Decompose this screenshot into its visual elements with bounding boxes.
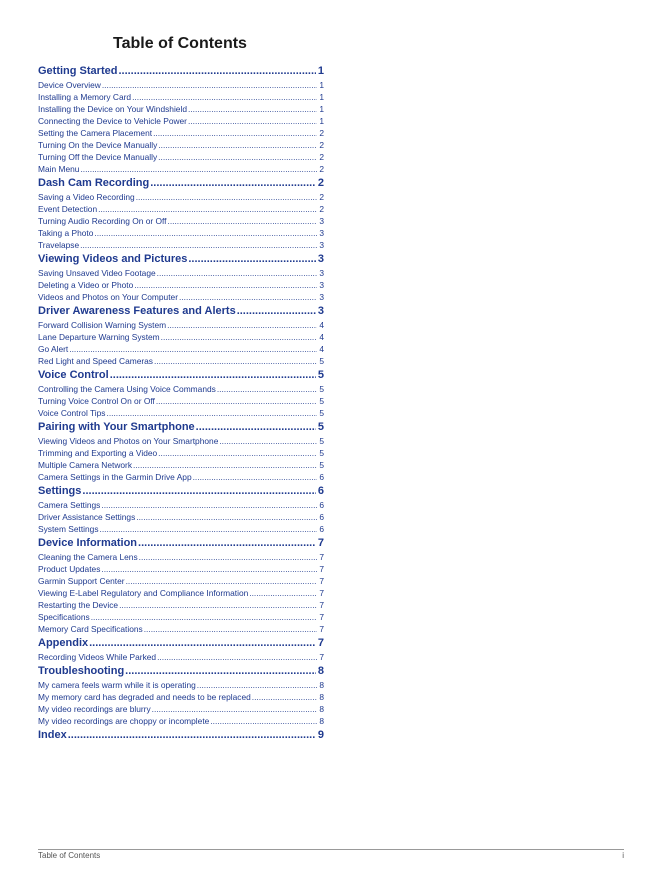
toc-section-page: 7	[317, 637, 324, 649]
toc-section-link[interactable]	[38, 367, 324, 383]
toc-leader-dots	[118, 63, 315, 79]
toc-entry-link[interactable]	[38, 499, 324, 511]
toc-leader-dots	[158, 447, 317, 459]
toc-entry-label: Setting the Camera Placement	[38, 128, 153, 138]
toc-entry-link[interactable]	[38, 407, 324, 419]
toc-leader-dots	[68, 727, 316, 743]
toc-entry-link[interactable]	[38, 383, 324, 395]
toc-leader-dots	[150, 175, 316, 191]
toc-entry-link[interactable]	[38, 163, 324, 175]
toc-section-link[interactable]	[38, 63, 324, 79]
toc-entry-link[interactable]	[38, 91, 324, 103]
toc-entry-label: Saving a Video Recording	[38, 192, 135, 202]
toc-entry-label: Device Overview	[38, 80, 101, 90]
toc-entry-label: Turning Off the Device Manually	[38, 152, 158, 162]
toc-entry-label: My camera feels warm while it is operating	[38, 680, 196, 690]
toc-section-group	[38, 419, 324, 483]
toc-leader-dots	[217, 383, 318, 395]
toc-leader-dots	[153, 127, 317, 139]
toc-section-group	[38, 63, 324, 175]
toc-entry-label: My video recordings are blurry	[38, 704, 151, 714]
toc-entry-link[interactable]	[38, 139, 324, 151]
toc-entry-label: Taking a Photo	[38, 228, 94, 238]
toc-section-page: 2	[317, 177, 324, 189]
toc-entry-page: 5	[319, 436, 324, 446]
toc-entry-link[interactable]	[38, 715, 324, 727]
toc-entry-link[interactable]	[38, 691, 324, 703]
toc-section-link[interactable]	[38, 419, 324, 435]
toc-entry-link[interactable]	[38, 599, 324, 611]
toc-entry-link[interactable]	[38, 115, 324, 127]
toc-entry-label: Turning Audio Recording On or Off	[38, 216, 167, 226]
toc-entry-label: Voice Control Tips	[38, 408, 106, 418]
toc-leader-dots	[144, 623, 318, 635]
toc-entry-page: 2	[319, 152, 324, 162]
toc-entry-link[interactable]	[38, 319, 324, 331]
toc-entry-link[interactable]	[38, 623, 324, 635]
toc-entry-label: Travelapse	[38, 240, 80, 250]
toc-entry-link[interactable]	[38, 587, 324, 599]
page-title: Table of Contents	[113, 35, 247, 52]
toc-entry-page: 1	[319, 80, 324, 90]
toc-entry-label: Viewing Videos and Photos on Your Smartphone	[38, 436, 219, 446]
toc-leader-dots	[179, 291, 317, 303]
toc-section-page: 5	[317, 421, 324, 433]
toc-entry-page: 7	[319, 552, 324, 562]
toc-entry-link[interactable]	[38, 395, 324, 407]
toc-entry-label: Controlling the Camera Using Voice Commands	[38, 384, 216, 394]
toc-section-page: 3	[317, 253, 324, 265]
toc-entry-page: 6	[319, 524, 324, 534]
toc-leader-dots	[101, 499, 317, 511]
toc-leader-dots	[157, 651, 317, 663]
toc-entry-label: Go Alert	[38, 344, 69, 354]
toc-entry-link[interactable]	[38, 459, 324, 471]
toc-entry-label: Installing a Memory Card	[38, 92, 132, 102]
toc-entry-page: 2	[319, 128, 324, 138]
toc-entry-page: 2	[319, 192, 324, 202]
toc-entry-page: 1	[319, 92, 324, 102]
toc-entry-link[interactable]	[38, 215, 324, 227]
toc-entry-link[interactable]	[38, 523, 324, 535]
toc-entry-label: Connecting the Device to Vehicle Power	[38, 116, 187, 126]
toc-entry-label: Cleaning the Camera Lens	[38, 552, 138, 562]
toc-entry-page: 5	[319, 460, 324, 470]
toc-entry-link[interactable]	[38, 511, 324, 523]
toc-entry-link[interactable]	[38, 267, 324, 279]
toc-leader-dots	[210, 715, 317, 727]
toc-entry-link[interactable]	[38, 355, 324, 367]
toc-entry-page: 3	[319, 280, 324, 290]
toc-entry-label: Garmin Support Center	[38, 576, 125, 586]
toc-entry-label: Trimming and Exporting a Video	[38, 448, 158, 458]
toc-section-group	[38, 635, 324, 663]
toc-section-label: Getting Started	[38, 65, 118, 77]
toc-entry-page: 5	[319, 408, 324, 418]
toc-entry-label: Camera Settings	[38, 500, 101, 510]
toc-section-label: Appendix	[38, 637, 89, 649]
toc-entry-page: 2	[319, 164, 324, 174]
toc-entry-label: My memory card has degraded and needs to be replaced	[38, 692, 251, 702]
toc-leader-dots	[134, 279, 317, 291]
toc-entry-page: 2	[319, 140, 324, 150]
toc-entry-page: 3	[319, 216, 324, 226]
toc-entry-link[interactable]	[38, 79, 324, 91]
toc-leader-dots	[157, 267, 318, 279]
toc-entry-page: 6	[319, 472, 324, 482]
toc-entry-page: 1	[319, 116, 324, 126]
toc-entry-page: 8	[319, 680, 324, 690]
toc-leader-dots	[110, 367, 316, 383]
toc-entry-page: 6	[319, 512, 324, 522]
toc-leader-dots	[119, 599, 317, 611]
toc-section-label: Driver Awareness Features and Alerts	[38, 305, 236, 317]
toc-leader-dots	[94, 227, 317, 239]
toc-entry-link[interactable]	[38, 331, 324, 343]
toc-entry-label: Main Menu	[38, 164, 80, 174]
toc-entry-label: Driver Assistance Settings	[38, 512, 136, 522]
toc-section-link[interactable]	[38, 663, 324, 679]
toc-entry-link[interactable]	[38, 551, 324, 563]
toc-section-label: Settings	[38, 485, 82, 497]
toc-entry-label: Recording Videos While Parked	[38, 652, 157, 662]
toc-entry-label: Event Detection	[38, 204, 98, 214]
toc-section-link[interactable]	[38, 483, 324, 499]
toc-section-label: Voice Control	[38, 369, 109, 381]
toc-entry-page: 4	[319, 320, 324, 330]
toc-section-label: Index	[38, 729, 67, 741]
toc-leader-dots	[82, 483, 315, 499]
toc-entry-label: My video recordings are choppy or incomplete	[38, 716, 210, 726]
toc-entry-page: 1	[319, 104, 324, 114]
toc-section-group	[38, 663, 324, 727]
toc-section-page: 1	[317, 65, 324, 77]
toc-entry-link[interactable]	[38, 343, 324, 355]
toc-entry-label: System Settings	[38, 524, 99, 534]
toc-entry-link[interactable]	[38, 127, 324, 139]
toc-entry-page: 7	[319, 600, 324, 610]
toc-entry-label: Lane Departure Warning System	[38, 332, 160, 342]
toc-leader-dots	[196, 419, 316, 435]
toc-entry-page: 4	[319, 344, 324, 354]
toc-section-group	[38, 535, 324, 635]
toc-leader-dots	[91, 611, 318, 623]
toc-leader-dots	[80, 163, 317, 175]
toc-section-page: 8	[317, 665, 324, 677]
toc-section-link[interactable]	[38, 535, 324, 551]
toc-leader-dots	[249, 587, 317, 599]
toc-section-link[interactable]	[38, 303, 324, 319]
toc-entry-page: 7	[319, 612, 324, 622]
toc-leader-dots	[69, 343, 317, 355]
table-of-contents	[38, 63, 324, 743]
toc-entry-label: Installing the Device on Your Windshield	[38, 104, 187, 114]
toc-entry-page: 5	[319, 356, 324, 366]
toc-entry-link[interactable]	[38, 679, 324, 691]
toc-entry-link[interactable]	[38, 651, 324, 663]
toc-entry-page: 3	[319, 240, 324, 250]
toc-leader-dots	[168, 215, 318, 227]
toc-section-group	[38, 175, 324, 251]
toc-entry-label: Multiple Camera Network	[38, 460, 133, 470]
footer-title: Table of Contents	[38, 851, 101, 860]
toc-section-link[interactable]	[38, 635, 324, 651]
toc-entry-label: Red Light and Speed Cameras	[38, 356, 153, 366]
toc-section-group	[38, 367, 324, 419]
toc-entry-page: 7	[319, 652, 324, 662]
toc-leader-dots	[193, 471, 318, 483]
toc-entry-page: 5	[319, 384, 324, 394]
toc-leader-dots	[152, 703, 318, 715]
toc-entry-page: 8	[319, 704, 324, 714]
toc-entry-link[interactable]	[38, 435, 324, 447]
toc-entry-link[interactable]	[38, 291, 324, 303]
toc-leader-dots	[161, 331, 318, 343]
toc-leader-dots	[101, 563, 317, 575]
toc-entry-page: 3	[319, 228, 324, 238]
toc-entry-label: Specifications	[38, 612, 90, 622]
toc-leader-dots	[188, 115, 317, 127]
toc-entry-page: 5	[319, 448, 324, 458]
toc-entry-label: Turning Voice Control On or Off	[38, 396, 155, 406]
toc-entry-link[interactable]	[38, 203, 324, 215]
toc-leader-dots	[125, 663, 316, 679]
toc-entry-label: Videos and Photos on Your Computer	[38, 292, 178, 302]
toc-leader-dots	[154, 355, 317, 367]
toc-entry-label: Forward Collision Warning System	[38, 320, 167, 330]
toc-entry-page: 5	[319, 396, 324, 406]
toc-leader-dots	[80, 239, 317, 251]
toc-entry-link[interactable]	[38, 611, 324, 623]
toc-leader-dots	[126, 575, 318, 587]
toc-entry-label: Camera Settings in the Garmin Drive App	[38, 472, 192, 482]
toc-entry-page: 3	[319, 268, 324, 278]
toc-entry-page: 4	[319, 332, 324, 342]
toc-leader-dots	[237, 303, 316, 319]
toc-leader-dots	[139, 551, 318, 563]
toc-entry-label: Saving Unsaved Video Footage	[38, 268, 156, 278]
toc-entry-page: 6	[319, 500, 324, 510]
toc-section-page: 9	[317, 729, 324, 741]
toc-leader-dots	[132, 91, 317, 103]
toc-leader-dots	[102, 79, 317, 91]
toc-entry-link[interactable]	[38, 151, 324, 163]
toc-section-label: Device Information	[38, 537, 138, 549]
toc-leader-dots	[138, 535, 316, 551]
toc-section-page: 3	[317, 305, 324, 317]
toc-entry-link[interactable]	[38, 279, 324, 291]
toc-entry-label: Deleting a Video or Photo	[38, 280, 134, 290]
toc-entry-page: 7	[319, 624, 324, 634]
toc-leader-dots	[188, 103, 317, 115]
toc-entry-label: Turning On the Device Manually	[38, 140, 158, 150]
toc-leader-dots	[188, 251, 316, 267]
toc-leader-dots	[136, 191, 318, 203]
toc-entry-label: Memory Card Specifications	[38, 624, 143, 634]
toc-entry-label: Product Updates	[38, 564, 101, 574]
toc-leader-dots	[158, 151, 317, 163]
toc-entry-link[interactable]	[38, 227, 324, 239]
toc-entry-link[interactable]	[38, 191, 324, 203]
toc-section-label: Viewing Videos and Pictures	[38, 253, 188, 265]
toc-leader-dots	[98, 203, 317, 215]
toc-entry-link[interactable]	[38, 471, 324, 483]
toc-entry-link[interactable]	[38, 447, 324, 459]
toc-entry-page: 7	[319, 576, 324, 586]
toc-entry-link[interactable]	[38, 703, 324, 715]
toc-section-page: 5	[317, 369, 324, 381]
toc-entry-page: 3	[319, 292, 324, 302]
toc-entry-page: 8	[319, 692, 324, 702]
toc-section-label: Troubleshooting	[38, 665, 125, 677]
footer-divider	[38, 849, 624, 850]
toc-leader-dots	[136, 511, 317, 523]
toc-section-link[interactable]	[38, 251, 324, 267]
footer-page-number: i	[622, 851, 624, 860]
toc-entry-label: Restarting the Device	[38, 600, 119, 610]
toc-leader-dots	[167, 319, 317, 331]
toc-section-link[interactable]	[38, 727, 324, 743]
toc-section-group	[38, 727, 324, 743]
toc-leader-dots	[219, 435, 317, 447]
toc-entry-label: Viewing E-Label Regulatory and Compliance Information	[38, 588, 249, 598]
toc-entry-link[interactable]	[38, 239, 324, 251]
toc-leader-dots	[158, 139, 317, 151]
toc-entry-page: 7	[319, 588, 324, 598]
toc-leader-dots	[133, 459, 317, 471]
toc-entry-page: 2	[319, 204, 324, 214]
toc-leader-dots	[100, 523, 318, 535]
toc-leader-dots	[197, 679, 318, 691]
toc-entry-page: 8	[319, 716, 324, 726]
toc-section-group	[38, 251, 324, 303]
toc-entry-page: 7	[319, 564, 324, 574]
toc-entry-link[interactable]	[38, 103, 324, 115]
toc-leader-dots	[156, 395, 317, 407]
toc-section-page: 7	[317, 537, 324, 549]
toc-entry-link[interactable]	[38, 563, 324, 575]
toc-section-label: Pairing with Your Smartphone	[38, 421, 195, 433]
toc-leader-dots	[252, 691, 318, 703]
toc-entry-link[interactable]	[38, 575, 324, 587]
toc-leader-dots	[107, 407, 318, 419]
toc-section-group	[38, 303, 324, 367]
toc-section-label: Dash Cam Recording	[38, 177, 150, 189]
toc-leader-dots	[89, 635, 316, 651]
toc-section-page: 6	[317, 485, 324, 497]
toc-section-group	[38, 483, 324, 535]
toc-section-link[interactable]	[38, 175, 324, 191]
